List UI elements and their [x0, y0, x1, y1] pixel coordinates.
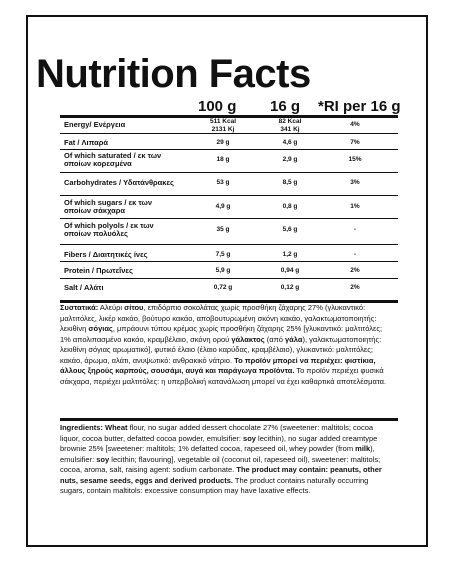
nutrient-name: Of which polyols / εκ των: [64, 221, 154, 230]
value-ri: [330, 179, 380, 187]
allergen-text: milk: [355, 444, 371, 453]
value-ri: [330, 284, 380, 292]
value-per-100g: [198, 156, 248, 164]
nutrient-name: Of which saturated / εκ των: [64, 151, 162, 160]
greek-text: (από: [264, 334, 286, 344]
value-per-100g: [198, 267, 248, 275]
value-per-16g: [265, 118, 315, 134]
value-per-16g: [265, 226, 315, 234]
value-per-100g-line: 53 g: [216, 179, 230, 186]
value-ri: [330, 121, 380, 129]
nutrient-label: [64, 199, 152, 215]
value-per-16g: [265, 267, 315, 275]
value-per-100g: [198, 226, 248, 234]
value-per-16g-line: 8,5 g: [282, 179, 298, 186]
english-text: lecithin; flavouring], vegetable oil (coconut oil, rapeseed oil), sweetener: maltitols; cocoa, aroma, salt, raising agent: sodium carbonate.: [60, 454, 381, 474]
nutrient-label: [64, 152, 161, 168]
allergen-text: γάλα: [285, 334, 303, 344]
value-per-16g: [265, 284, 315, 292]
header-ri: *RI per 16 g: [318, 98, 401, 115]
row-divider: [60, 172, 398, 173]
row-divider: [60, 244, 398, 245]
value-per-16g-line: 4,6 g: [282, 139, 298, 146]
nutrient-label: [64, 251, 148, 259]
nutrient-name: Salt / Αλάτι: [64, 283, 104, 292]
value-per-100g: [198, 251, 248, 259]
nutrient-name-continued: οποίων κορεσμένα: [64, 159, 132, 168]
header-100g: 100 g: [198, 98, 237, 115]
value-ri: [330, 156, 380, 164]
value-ri-line: -: [353, 251, 357, 258]
nutrient-label: [64, 121, 125, 129]
value-per-100g-line: 4,9 g: [215, 203, 231, 210]
english-text: lecithin), no sugar added creamtype brownie 25% [sweetener: maltitols; 1% defatted cocoa, rapeseed oil, whey powder (from: [60, 433, 378, 453]
value-per-100g-line: 29 g: [216, 139, 230, 146]
allergen-text: Wheat: [105, 423, 128, 432]
value-per-16g-line: 0,8 g: [282, 203, 298, 210]
value-ri-line: 7%: [350, 139, 360, 146]
greek-text: , μπράουνι τύπου κρέμας χωρίς προσθήκη ζάχαρης 25% [γλυκαντικό: μαλτιτόλες; 1% απολιπασμένο κακάο, κραμβέλαιο, σκόνη ορού: [60, 324, 383, 344]
value-per-100g: [198, 203, 248, 211]
value-per-16g-line: 1,2 g: [282, 251, 298, 258]
row-divider: [60, 218, 398, 219]
value-per-100g-line: 511 Kcal: [209, 118, 237, 125]
nutrient-name-continued: οποίων πολυόλες: [64, 229, 128, 238]
value-ri-line: -: [353, 226, 357, 233]
nutrient-label: [64, 284, 104, 292]
value-per-16g: [265, 139, 315, 147]
value-per-16g-line: 2,9 g: [282, 156, 298, 163]
row-divider: [60, 195, 398, 196]
nutrient-label: [64, 267, 133, 275]
may-contain-warning: Το προϊόν μπορεί να περιέχει: φιστίκια, άλλους ξηρούς καρπούς, σουσάμι, αυγά και παράγωγα προϊόντα.: [60, 355, 376, 375]
value-per-100g: [198, 139, 248, 147]
header-16g: 16 g: [270, 98, 301, 115]
row-divider: [60, 149, 398, 150]
nutrient-name: Energy/ Ενέργεια: [64, 120, 126, 129]
greek-text: Αλεύρι: [98, 303, 125, 312]
nutrient-label: [64, 179, 174, 187]
nutrient-name: Protein / Πρωτεΐνες: [64, 266, 133, 275]
row-divider: [60, 278, 398, 279]
row-divider: [60, 133, 398, 134]
value-ri-line: 2%: [350, 284, 360, 291]
allergen-text: σόγιας: [88, 324, 113, 333]
nutrient-label: [64, 222, 154, 238]
allergen-text: γάλακτος: [231, 334, 265, 344]
value-per-100g: [198, 284, 248, 292]
allergen-text: soy: [96, 454, 110, 464]
value-per-16g: [265, 251, 315, 259]
row-divider: [60, 261, 398, 262]
value-ri-line: 15%: [348, 156, 362, 163]
value-per-100g: [198, 179, 248, 187]
value-per-100g: [198, 118, 248, 134]
value-per-100g-line: 18 g: [216, 156, 230, 163]
language-divider: [60, 418, 398, 421]
value-per-100g-line-2: 2131 Kj: [211, 126, 235, 133]
nutrient-name: Carbohydrates / Υδατάνθρακες: [64, 178, 174, 187]
value-per-16g-line: 82 Kcal: [278, 118, 302, 125]
english-text: The product contains naturally occurring sugars, contain maltitols: excessive consumption may have laxative effects.: [60, 475, 369, 495]
greek-text: , επιδόρπιο σοκολάτας χωρίς προσθήκη ζάχαρης 27% (γλυκαντικό: μαλτιτόλες, λικέρ κακάο, βούτυρο κακάο, αποβουτυρωμένη σκόνη κακάο, γαλακτωματοποιητής: λεκιθίνη: [60, 303, 377, 333]
value-ri-line: 3%: [350, 179, 360, 186]
allergen-text: σίτου: [124, 303, 144, 312]
english-ingredients: [60, 423, 394, 497]
value-per-100g-line: 0,72 g: [213, 284, 233, 291]
value-per-16g: [265, 203, 315, 211]
value-ri: [330, 251, 380, 259]
nutrient-name-continued: οποίων σάκχαρα: [64, 206, 125, 215]
value-ri: [330, 139, 380, 147]
nutrient-label: [64, 139, 108, 147]
nutrient-name: Of which sugars / εκ των: [64, 198, 153, 207]
english-text: ), emulsifier:: [60, 444, 375, 464]
page-title: Nutrition Facts: [36, 52, 311, 96]
greek-ingredients-heading: Συστατικά:: [60, 303, 99, 312]
allergen-text: soy: [243, 433, 256, 443]
value-per-100g-line: 5,9 g: [215, 267, 231, 274]
greek-text: Το προϊόν περιέχει φυσικά σάκχαρα, περιέχει μαλτιτόλες: η υπερβολική κατανάλωση μπορεί να έχει καθαρτικά αποτελέσματα.: [60, 366, 387, 386]
english-ingredients-heading: Ingredients:: [60, 423, 103, 432]
value-ri: [330, 267, 380, 275]
value-per-16g: [265, 156, 315, 164]
value-ri-line: 1%: [350, 203, 360, 210]
greek-text: ), γαλακτωματοποιητής: λεκιθίνη σόγιας αρωματικό], φυτικό έλαιο (έλαιο καρύδας, κραμβέλαιο), γλυκαντικό: μαλτιτόλες; κακάο, άρωμα, αλάτι, ανυψωτικό: ανθρακικό νάτριο.: [60, 334, 382, 365]
value-per-16g: [265, 179, 315, 187]
value-per-16g-line: 5,6 g: [282, 226, 298, 233]
value-per-16g-line-2: 341 Kj: [280, 126, 300, 133]
value-per-100g-line: 35 g: [216, 226, 230, 233]
english-text: flour, no sugar added dessert chocolate 27% (sweetener: maltitols; cocoa liquor, cocoa butter, defatted cocoa powder, emulsifier:: [60, 423, 374, 443]
value-ri-line: 4%: [350, 121, 360, 128]
value-per-16g-line: 0,94 g: [280, 267, 300, 274]
value-ri: [330, 226, 380, 234]
nutrient-name: Fibers / Διαιτητικές ίνες: [64, 250, 148, 259]
value-ri: [330, 203, 380, 211]
may-contain-warning: The product may contain: peanuts, other nuts, sesame seeds, eggs and derived products.: [60, 465, 382, 485]
nutrient-name: Fat / Λιπαρά: [64, 138, 108, 147]
greek-ingredients: [60, 303, 394, 387]
value-per-16g-line: 0,12 g: [280, 284, 300, 291]
value-per-100g-line: 7,5 g: [215, 251, 231, 258]
value-ri-line: 2%: [350, 267, 360, 274]
